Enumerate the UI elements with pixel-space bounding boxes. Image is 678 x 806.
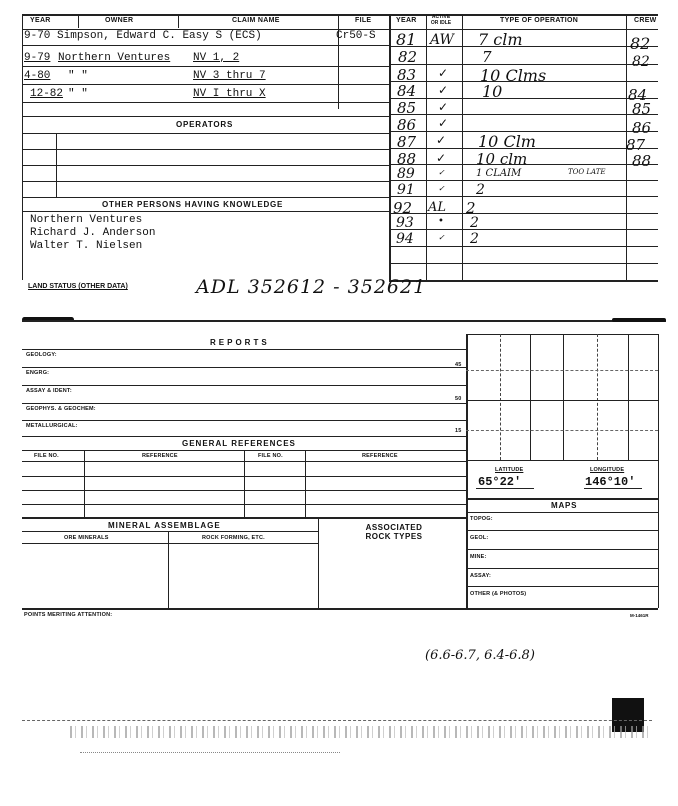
activity-year: 86 <box>397 116 417 134</box>
maps-other: OTHER (& PHOTOS) <box>470 591 527 597</box>
col-sep-operators <box>56 133 57 197</box>
owner-row-4-claim: NV I thru X <box>193 88 266 100</box>
land-status-value: ADL 352612 - 352621 <box>196 276 427 298</box>
row-line <box>22 349 466 350</box>
activity-year: 94 <box>396 231 414 247</box>
points-label: POINTS MERITING ATTENTION: <box>24 612 113 618</box>
row-line <box>22 197 389 198</box>
activity-row-line <box>389 180 658 181</box>
gr-col-sep <box>305 450 306 517</box>
activity-status: ✓ <box>438 66 449 80</box>
activity-crew: 85 <box>632 100 652 118</box>
activity-bottom-line <box>389 280 658 282</box>
other-person-3: Walter T. Nielsen <box>30 240 143 252</box>
mineral-col-sep <box>318 517 319 608</box>
activity-crew: 88 <box>632 152 652 170</box>
activity-row-line <box>389 229 658 230</box>
row-line <box>22 367 466 368</box>
reports-metallurgical: METALLURGICAL: <box>26 423 78 429</box>
activity-operation: 2 <box>470 231 479 247</box>
grid-col <box>500 334 501 460</box>
row-line <box>22 490 466 491</box>
activity-status: ✓ <box>438 184 445 193</box>
longitude-label: LONGITUDE <box>590 467 625 473</box>
activity-year: 83 <box>397 66 417 84</box>
grid-border-right <box>658 334 659 608</box>
owner-row-1-file: Cr50-S <box>336 30 376 42</box>
header-owner: OWNER <box>105 17 134 24</box>
header-claim-name: CLAIM NAME <box>232 17 280 24</box>
ink-smear <box>612 318 666 322</box>
row-line <box>466 586 658 587</box>
owner-row-2-owner: Northern Ventures <box>58 52 171 64</box>
activity-crew: 82 <box>632 54 650 70</box>
other-persons-label: OTHER PERSONS HAVING KNOWLEDGE <box>102 200 284 209</box>
activity-year: 88 <box>397 150 417 168</box>
activity-year: 93 <box>396 215 414 231</box>
activity-row-line <box>389 246 658 247</box>
other-person-2: Richard J. Anderson <box>30 227 156 239</box>
row-line <box>22 504 466 505</box>
owner-row-3-owner: " " <box>68 70 88 82</box>
owner-row-4-year: 12-82 <box>30 88 64 100</box>
gr-reference: REFERENCE <box>142 453 178 459</box>
activity-year: 81 <box>396 30 417 49</box>
row-line <box>22 476 466 477</box>
activity-row-line <box>389 98 658 99</box>
grid-row <box>466 430 658 431</box>
header-type-of-operation: TYPE OF OPERATION <box>500 17 579 24</box>
longitude-value: 146°10' <box>585 475 636 489</box>
activity-status: ✓ <box>438 168 445 177</box>
too-late-note: TOO LATE <box>568 168 606 176</box>
latitude-label: LATITUDE <box>495 467 524 473</box>
row-line <box>22 181 389 182</box>
row-line <box>22 403 466 404</box>
col-sep-owner <box>78 14 79 28</box>
activity-year: 89 <box>397 166 415 182</box>
coord-underline <box>476 488 534 489</box>
activity-row-line <box>389 29 658 30</box>
owner-row-4-owner: " " <box>68 88 88 100</box>
other-person-1: Northern Ventures <box>30 214 143 226</box>
scan-noise-line <box>22 720 652 721</box>
grid-col <box>563 334 564 460</box>
row-line <box>22 211 389 212</box>
row-line <box>22 133 389 134</box>
activity-row-line <box>389 263 658 264</box>
points-divider <box>22 608 658 610</box>
maps-geol: GEOL: <box>470 535 489 541</box>
activity-operation: 10 <box>482 82 503 101</box>
activity-year: 91 <box>397 182 415 198</box>
maps-assay: ASSAY: <box>470 573 492 579</box>
activity-status: ✓ <box>438 116 449 130</box>
activity-operation: 2 <box>466 199 476 217</box>
activity-operation: 1 CLAIM <box>476 168 522 179</box>
grid-row <box>466 400 658 401</box>
activity-row-line <box>389 64 658 65</box>
reports-assay: ASSAY & IDENT: <box>26 388 72 394</box>
grid-col <box>597 334 598 460</box>
row-line <box>22 517 466 519</box>
maps-title: MAPS <box>551 501 578 510</box>
activity-year: 92 <box>393 199 413 217</box>
row-line <box>466 568 658 569</box>
reports-geophys: GEOPHYS. & GEOCHEM: <box>26 406 96 412</box>
activity-crew: 86 <box>632 119 652 137</box>
owner-row-2-claim: NV 1, 2 <box>193 52 240 64</box>
activity-operation: 2 <box>470 215 479 231</box>
row-line <box>466 549 658 550</box>
col-sep-claim <box>178 14 179 28</box>
activity-status: ✓ <box>438 233 445 242</box>
row-line <box>22 436 466 437</box>
activity-status: AW <box>430 32 454 48</box>
grid-col <box>530 334 531 460</box>
activity-row-line <box>389 196 658 197</box>
owner-row-3-claim: NV 3 thru 7 <box>193 70 266 82</box>
latitude-value: 65°22' <box>478 475 522 489</box>
row-line <box>22 45 389 46</box>
gr-col-sep <box>244 450 245 517</box>
mineral-col-sep <box>168 531 169 608</box>
row-line <box>22 543 318 544</box>
row-line <box>22 420 466 421</box>
activity-crew: 82 <box>630 34 651 53</box>
gr-file-no: FILE NO. <box>34 453 59 459</box>
coord-underline <box>584 488 642 489</box>
form-code: M-1461R <box>630 613 649 618</box>
grid-border <box>466 334 468 608</box>
row-line <box>22 385 466 386</box>
grid-top <box>466 334 658 335</box>
activity-status: AL <box>428 200 447 215</box>
activity-status: ✓ <box>438 83 449 97</box>
header-year: YEAR <box>30 17 51 24</box>
section-divider <box>22 320 666 322</box>
activity-operation: 10 Clm <box>478 132 536 151</box>
reports-geology: GEOLOGY: <box>26 352 57 358</box>
col-sep-active <box>426 14 427 280</box>
reports-marker: 50 <box>455 396 462 402</box>
maps-mine: MINE: <box>470 554 487 560</box>
grid-row <box>466 370 658 371</box>
row-line <box>466 512 658 513</box>
row-line <box>22 116 389 117</box>
mineral-rock: ROCK FORMING, ETC. <box>202 535 265 541</box>
owner-row-2-year: 9-79 <box>24 52 51 64</box>
row-line <box>22 149 389 150</box>
row-line <box>466 530 658 531</box>
row-line <box>22 66 389 67</box>
activity-operation: 7 <box>482 48 492 66</box>
left-border <box>22 14 23 280</box>
header-file: FILE <box>355 17 372 24</box>
owner-row-1-text: 9-70 Simpson, Edward C. Easy S (ECS) <box>24 30 262 42</box>
activity-operation: 10 clm <box>476 150 528 168</box>
activity-row-line <box>389 114 658 115</box>
gr-reference-2: REFERENCE <box>362 453 398 459</box>
activity-crew: 84 <box>628 86 648 104</box>
mineral-title: MINERAL ASSEMBLAGE <box>108 521 221 530</box>
header-crew: CREW <box>634 17 657 24</box>
reports-marker: 45 <box>455 362 462 368</box>
activity-status: • <box>438 216 444 227</box>
activity-status: ✓ <box>438 100 449 114</box>
reports-engrg: ENGRG: <box>26 370 50 376</box>
row-line <box>22 102 389 103</box>
activity-crew: 87 <box>626 136 646 154</box>
activity-year: 84 <box>397 82 417 100</box>
header-active-idle: ACTIVE OR IDLE <box>430 14 452 26</box>
owner-row-3-year: 4-80 <box>24 70 51 82</box>
row-line <box>22 531 318 532</box>
reports-title: REPORTS <box>210 338 270 347</box>
row-line <box>22 165 389 166</box>
scan-noise <box>70 726 650 738</box>
mineral-assoc: ASSOCIATED ROCK TYPES <box>365 523 423 541</box>
scan-noise-line <box>80 752 340 753</box>
activity-year: 85 <box>397 99 417 117</box>
gr-col-sep <box>84 450 85 517</box>
activity-status: ✓ <box>436 133 447 147</box>
activity-year: 87 <box>397 133 417 151</box>
activity-operation: 7 clm <box>478 30 523 49</box>
activity-year: 82 <box>398 48 418 66</box>
mineral-ore: ORE MINERALS <box>64 535 109 541</box>
operators-label: OPERATORS <box>176 120 234 129</box>
activity-operation: 2 <box>476 182 485 198</box>
general-references-title: GENERAL REFERENCES <box>182 439 296 448</box>
handwritten-note: (6.6-6.7, 6.4-6.8) <box>425 648 535 663</box>
row-line <box>22 84 389 85</box>
maps-topog: TOPOG: <box>470 516 493 522</box>
reports-marker: 15 <box>455 428 462 434</box>
col-sep-type <box>462 14 463 280</box>
activity-status: ✓ <box>436 151 447 165</box>
top-border <box>22 14 658 16</box>
header-year-2: YEAR <box>396 17 417 24</box>
grid-col <box>628 334 629 460</box>
grid-row <box>466 460 658 461</box>
gr-file-no-2: FILE NO. <box>258 453 283 459</box>
land-status-label: LAND STATUS (OTHER DATA) <box>28 283 128 290</box>
activity-operation: 10 Clms <box>480 66 547 85</box>
maps-top <box>466 498 658 500</box>
col-sep-year <box>389 14 391 280</box>
